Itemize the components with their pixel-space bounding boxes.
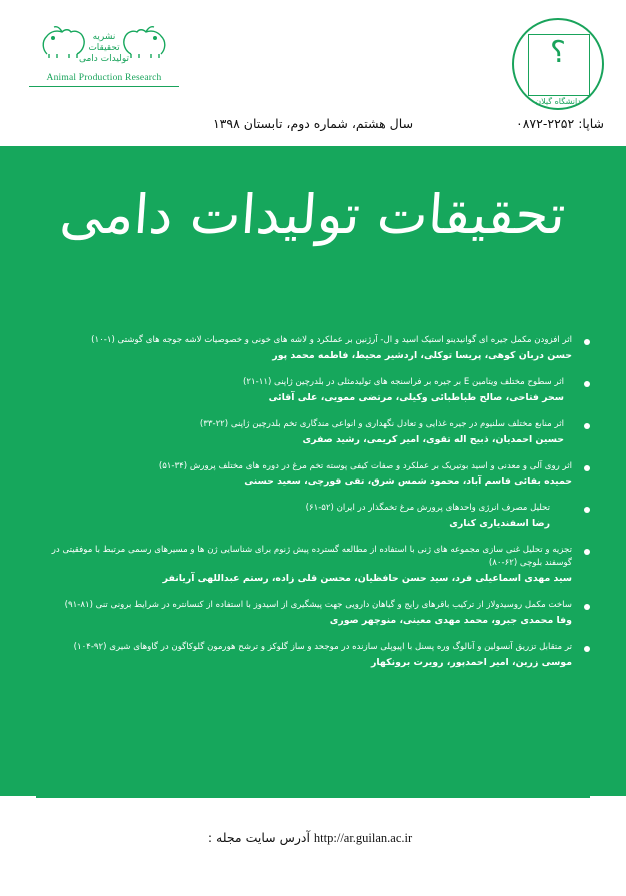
journal-logo (24, 20, 184, 112)
list-item (36, 460, 590, 489)
article-title: اثر منابع مختلف سلنیوم در جیره غذایی و تعادل نگهداری و انواعی مندگاری تخم بلدرچین ژاپنی (۲۲-۳۳) (199, 419, 564, 429)
cover-header (0, 0, 626, 146)
article-authors: وفا محمدی جبرو، محمد مهدی معینی، منوچهر صوری (329, 615, 572, 626)
article-authors: سید مهدی اسماعیلی فرد، سید حسن حافظیان، محسن قلی زاده، رستم عبداللهی آریانفر (162, 573, 572, 584)
bullet-icon (584, 381, 590, 387)
page-title-text: تحقیقات تولیدات دامی (58, 183, 568, 246)
list-item (36, 599, 590, 628)
seal-glyph: ؟ (550, 35, 566, 70)
bullet-icon (584, 423, 590, 429)
cover-footer (0, 796, 626, 896)
list-item (36, 502, 590, 531)
article-title: اثر افزودن مکمل جیره ای گوانیدینو استیک اسید و ال- آرژنین بر عملکرد و لاشه های خونی و خصوصیات لاشه جوجه های گوشتی (۱-۱۰) (91, 335, 572, 345)
article-authors: سحر فتاحی، صالح طباطبائی وکیلی، مرتضی ممویی، علی آقائی (268, 392, 564, 403)
bullet-icon (584, 507, 590, 513)
article-title: تر متقابل تزریق آنسولین و آنالوگ وره پسنل با اپیوپلی سازنده در موجحد و ساز گلوکز و ترشح هورمون گلوکاگون در گاوهای شیری (۹۲-۱۰۴) (73, 642, 572, 652)
footer-divider (36, 796, 590, 798)
journal-title-en: Animal Production Research (46, 73, 162, 83)
article-authors: موسی زرین، امیر احمدپور، رویرت برونکهار (371, 657, 572, 668)
article-title: ساخت مکمل روسیدولاز از ترکیب باقرهای رایج و گیاهان دارویی جهت پیشگیری از اسیدوز با استفاده از کنسانتره در شرایط برونی تنی (۸۱-۹۱) (64, 600, 572, 610)
bullet-icon (584, 339, 590, 345)
article-title: اثر روی آلی و معدنی و اسید بوتیریک بر عملکرد و صفات کیفی پوسته تخم مرغ در دوره های مختلف پرورش (۳۴-۵۱) (158, 461, 572, 471)
university-seal-icon (512, 18, 604, 110)
journal-logo-rule (29, 86, 179, 87)
bullet-icon (584, 465, 590, 471)
journal-url-label: آدرس سایت مجله : (207, 830, 310, 845)
university-name: دانشگاه گیلان (535, 97, 581, 106)
bullet-icon (584, 549, 590, 555)
journal-title-fa-line1: نشریه (92, 32, 116, 42)
cover-body (0, 146, 626, 796)
bullet-icon (584, 646, 590, 652)
issn-label: شاپا: ۲۲۵۲-۰۸۷۲ (516, 116, 604, 131)
article-authors: حمیده بقائی قاسم آباد، محمود شمس شرق، تقی قورچی، سعید حسنی (244, 476, 572, 487)
article-title: تحلیل مصرف انرژی واحدهای پرورش مرغ تخمگذار در ایران (۵۲-۶۱) (305, 503, 550, 513)
bullet-icon (584, 604, 590, 610)
list-item (36, 418, 590, 447)
journal-title-fa (24, 32, 184, 65)
article-title: اثر سطوح مختلف ویتامین E بر جیره بر فراسنجه های تولیدمثلی در بلدرچین ژاپنی (۱۱-۲۱) (243, 377, 564, 387)
journal-title-fa-line2: تحقیقات (88, 43, 120, 53)
issue-info: سال هشتم، شماره دوم، تابستان ۱۳۹۸ (212, 116, 414, 131)
article-authors: حسین احمدیان، ذبیح اله تقوی، امیر کریمی، رشید صفری (302, 434, 564, 445)
list-item (36, 544, 590, 586)
table-of-contents (36, 334, 590, 683)
list-item (36, 334, 590, 363)
article-authors: رضا اسفندیاری کناری (449, 518, 550, 529)
article-authors: حسن دربان کوهی، پریسا توکلی، اردشیر محیط، فاطمه محمد پور (272, 350, 572, 361)
journal-title-fa-line3: تولیدات دامی (78, 54, 129, 64)
journal-website (0, 830, 626, 846)
list-item (36, 376, 590, 405)
list-item (36, 641, 590, 670)
journal-url[interactable]: http://ar.guilan.ac.ir (313, 831, 413, 845)
page-title (0, 176, 626, 254)
article-title: تجزیه و تحلیل غنی سازی مجموعه های ژنی با استفاده از مطالعه گسترده پیش ژنوم برای شناسایی ژن ها و مسیرهای رسمی مرتبط با موفقیتی در گوسفند بلوچی (۶۲-۸۰) (51, 545, 572, 568)
